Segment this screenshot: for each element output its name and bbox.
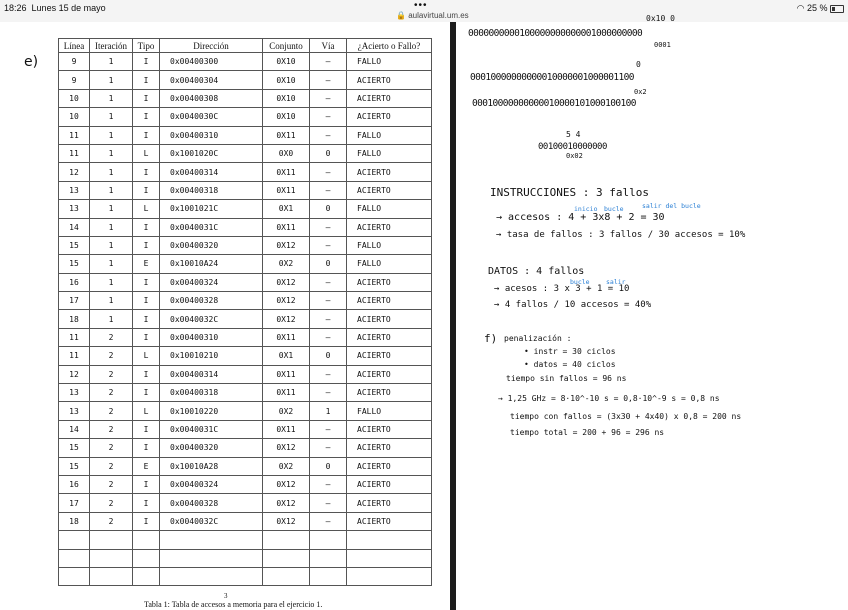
table-cell: FALLO: [347, 200, 432, 218]
table-cell: 1: [90, 89, 133, 107]
table-cell: 11: [59, 126, 90, 144]
table-caption: Tabla 1: Tabla de accesos a memoria para el ejercicio 1.: [144, 600, 323, 609]
table-cell: [310, 567, 347, 585]
table-cell: [160, 531, 263, 549]
table-row: [59, 549, 432, 567]
table-cell: [263, 567, 310, 585]
table-cell: 0X1: [263, 200, 310, 218]
table-row: [59, 292, 432, 310]
table-row: [59, 273, 432, 291]
table-cell: [160, 549, 263, 567]
table-cell: 0: [310, 347, 347, 365]
table-cell: 1: [90, 218, 133, 236]
table-cell: —: [310, 475, 347, 493]
table-cell: 0X12: [263, 310, 310, 328]
table-cell: —: [310, 236, 347, 254]
table-cell: 0X11: [263, 328, 310, 346]
table-cell: 11: [59, 144, 90, 162]
table-row: [59, 71, 432, 89]
battery-text: 25 %: [806, 3, 828, 13]
table-cell: 0x00400314: [160, 365, 263, 383]
annot-inicio: inicio: [574, 205, 598, 213]
table-cell: I: [133, 420, 160, 438]
table-cell: 1: [90, 71, 133, 89]
column-header: ¿Acierto o Fallo?: [347, 39, 432, 53]
table-cell: 0X11: [263, 365, 310, 383]
table-cell: 0X2: [263, 402, 310, 420]
table-row: [59, 328, 432, 346]
bin2-top: 0: [636, 60, 641, 69]
table-cell: ACIERTO: [347, 108, 432, 126]
table-cell: —: [310, 384, 347, 402]
table-row: [59, 218, 432, 236]
table-cell: 15: [59, 255, 90, 273]
table-cell: FALLO: [347, 236, 432, 254]
table-cell: 2: [90, 439, 133, 457]
table-cell: 1: [90, 126, 133, 144]
annot-bucle2: bucle: [570, 278, 590, 286]
table-cell: 0x00400318: [160, 384, 263, 402]
table-cell: 1: [310, 402, 347, 420]
table-cell: FALLO: [347, 255, 432, 273]
status-bar: [0, 0, 848, 22]
table-cell: 0x0040032C: [160, 512, 263, 530]
table-cell: I: [133, 384, 160, 402]
table-cell: 15: [59, 439, 90, 457]
table-cell: FALLO: [347, 126, 432, 144]
table-cell: —: [310, 163, 347, 181]
tasa-formula: → tasa de fallos : 3 fallos / 30 accesos = 10%: [496, 230, 746, 240]
table-cell: [90, 549, 133, 567]
bin2: 00010000000000010000001000001100: [470, 72, 634, 83]
datos-accesos: → acesos : 3 x 3 + 1 = 10: [494, 284, 630, 294]
table-cell: 12: [59, 365, 90, 383]
more-dots-icon[interactable]: •••: [414, 0, 428, 11]
pdf-page: [0, 22, 456, 610]
datos-title: DATOS : 4 fallos: [488, 266, 585, 277]
f-instr: • instr = 30 ciclos: [524, 347, 616, 356]
bin1-bottom: 0001: [654, 41, 671, 49]
table-cell: ACIERTO: [347, 420, 432, 438]
table-cell: 10: [59, 108, 90, 126]
table-cell: I: [133, 328, 160, 346]
table-cell: I: [133, 89, 160, 107]
table-cell: 2: [90, 420, 133, 438]
date: Lunes 15 de mayo: [31, 3, 106, 13]
table-cell: ACIERTO: [347, 439, 432, 457]
table-cell: 18: [59, 310, 90, 328]
table-cell: —: [310, 53, 347, 71]
table-cell: 1: [90, 273, 133, 291]
table-row: [59, 512, 432, 530]
table-row: [59, 420, 432, 438]
table-cell: 1: [90, 108, 133, 126]
table-row: [59, 144, 432, 162]
table-cell: 11: [59, 347, 90, 365]
wifi-icon: ◠: [796, 3, 805, 13]
table-cell: 0x00400318: [160, 181, 263, 199]
table-cell: —: [310, 181, 347, 199]
table-cell: 0X12: [263, 475, 310, 493]
table-cell: FALLO: [347, 402, 432, 420]
bin4-bottom: 0x02: [566, 152, 583, 160]
table-cell: FALLO: [347, 144, 432, 162]
table-cell: 0X12: [263, 273, 310, 291]
table-cell: 13: [59, 384, 90, 402]
handwritten-notes: [456, 14, 848, 610]
table-cell: [133, 549, 160, 567]
table-cell: 0X2: [263, 457, 310, 475]
table-row: [59, 236, 432, 254]
table-cell: I: [133, 365, 160, 383]
annot-salir2: salir: [606, 278, 626, 286]
column-header: Tipo: [133, 39, 160, 53]
table-row: [59, 163, 432, 181]
table-cell: 2: [90, 402, 133, 420]
f-label: f): [484, 332, 498, 345]
table-row: [59, 384, 432, 402]
table-cell: 0x00400328: [160, 292, 263, 310]
table-cell: 0x00400324: [160, 273, 263, 291]
table-cell: 1: [90, 292, 133, 310]
table-row: [59, 531, 432, 549]
page-number: 3: [224, 592, 228, 600]
bin2-label: 0x2: [634, 88, 647, 96]
table-cell: —: [310, 292, 347, 310]
table-cell: 11: [59, 328, 90, 346]
table-cell: ACIERTO: [347, 328, 432, 346]
table-cell: [310, 549, 347, 567]
table-row: [59, 457, 432, 475]
table-cell: 17: [59, 494, 90, 512]
table-cell: ACIERTO: [347, 89, 432, 107]
table-cell: [263, 549, 310, 567]
table-cell: 1: [90, 53, 133, 71]
table-cell: [310, 531, 347, 549]
table-cell: I: [133, 71, 160, 89]
table-cell: 0X10: [263, 89, 310, 107]
table-cell: 0X12: [263, 236, 310, 254]
table-cell: —: [310, 512, 347, 530]
table-cell: [263, 531, 310, 549]
table-cell: I: [133, 218, 160, 236]
table-cell: [347, 567, 432, 585]
table-cell: [133, 531, 160, 549]
bin1: 0000000000100000000000001000000000: [468, 28, 643, 39]
column-header: Conjunto: [263, 39, 310, 53]
table-cell: ACIERTO: [347, 365, 432, 383]
table-cell: ACIERTO: [347, 457, 432, 475]
table-cell: —: [310, 108, 347, 126]
bin4-top: 5 4: [566, 130, 581, 139]
table-cell: 15: [59, 236, 90, 254]
f-penalizacion: penalización :: [504, 334, 572, 343]
table-cell: E: [133, 457, 160, 475]
access-table: [58, 38, 432, 586]
table-cell: 0: [310, 457, 347, 475]
table-cell: 17: [59, 292, 90, 310]
table-cell: —: [310, 126, 347, 144]
table-cell: ACIERTO: [347, 494, 432, 512]
table-cell: 10: [59, 89, 90, 107]
table-row: [59, 494, 432, 512]
table-cell: 0X2: [263, 255, 310, 273]
table-cell: —: [310, 328, 347, 346]
table-cell: —: [310, 494, 347, 512]
table-body: [59, 53, 432, 586]
table-cell: —: [310, 89, 347, 107]
f-con-fallos: tiempo con fallos = (3x30 + 4x40) x 0,8 = 200 ns: [510, 412, 742, 421]
table-cell: ACIERTO: [347, 218, 432, 236]
column-header: Iteración: [90, 39, 133, 53]
table-cell: L: [133, 402, 160, 420]
table-cell: ACIERTO: [347, 273, 432, 291]
table-cell: 0x0040031C: [160, 218, 263, 236]
column-header: Línea: [59, 39, 90, 53]
status-time: [4, 3, 106, 13]
table-cell: [347, 549, 432, 567]
table-cell: 0X11: [263, 163, 310, 181]
table-cell: 14: [59, 218, 90, 236]
table-cell: I: [133, 163, 160, 181]
table-cell: 16: [59, 475, 90, 493]
table-row: [59, 108, 432, 126]
table-row: [59, 200, 432, 218]
table-cell: —: [310, 439, 347, 457]
table-row: [59, 475, 432, 493]
table-cell: I: [133, 53, 160, 71]
table-cell: 0x00400328: [160, 494, 263, 512]
annot-salir: salir del bucle: [642, 202, 701, 210]
table-cell: 0x1001020C: [160, 144, 263, 162]
table-cell: —: [310, 310, 347, 328]
table-cell: 0x00400310: [160, 126, 263, 144]
table-cell: I: [133, 475, 160, 493]
table-cell: [347, 531, 432, 549]
table-cell: 0X11: [263, 126, 310, 144]
table-cell: 0X12: [263, 512, 310, 530]
clock: 18:26: [4, 3, 27, 13]
table-cell: 0X0: [263, 144, 310, 162]
table-cell: —: [310, 218, 347, 236]
url-text: aulavirtual.um.es: [408, 11, 469, 20]
table-cell: 0x00400320: [160, 236, 263, 254]
table-cell: 2: [90, 384, 133, 402]
table-cell: 13: [59, 402, 90, 420]
table-cell: [90, 531, 133, 549]
table-cell: 0X10: [263, 53, 310, 71]
table-cell: ACIERTO: [347, 347, 432, 365]
table-cell: 0x0040032C: [160, 310, 263, 328]
table-cell: 0x00400314: [160, 163, 263, 181]
table-cell: 0X11: [263, 218, 310, 236]
table-row: [59, 53, 432, 71]
table-cell: 0x00400304: [160, 71, 263, 89]
table-cell: I: [133, 494, 160, 512]
section-label: e): [24, 54, 39, 70]
table-cell: —: [310, 420, 347, 438]
table-cell: [59, 567, 90, 585]
table-row: [59, 126, 432, 144]
table-cell: 1: [90, 144, 133, 162]
table-cell: 13: [59, 181, 90, 199]
table-cell: 0X12: [263, 439, 310, 457]
bin1-top: 0x10 0: [646, 14, 675, 23]
table-cell: —: [310, 71, 347, 89]
table-cell: I: [133, 126, 160, 144]
table-cell: ACIERTO: [347, 181, 432, 199]
table-cell: 0X11: [263, 181, 310, 199]
f-datos: • datos = 40 ciclos: [524, 360, 616, 369]
table-row: [59, 365, 432, 383]
f-total: tiempo total = 200 + 96 = 296 ns: [510, 428, 665, 437]
table-cell: 0x10010A28: [160, 457, 263, 475]
table-cell: ACIERTO: [347, 71, 432, 89]
table-cell: 16: [59, 273, 90, 291]
table-cell: I: [133, 292, 160, 310]
table-cell: 0X11: [263, 384, 310, 402]
table-cell: 0x1001021C: [160, 200, 263, 218]
table-cell: 1: [90, 255, 133, 273]
table-cell: ACIERTO: [347, 475, 432, 493]
bin4: 00100010000000: [538, 142, 607, 152]
datos-tasa: → 4 fallos / 10 accesos = 40%: [494, 300, 652, 310]
url-bar[interactable]: 🔒 aulavirtual.um.es: [396, 11, 469, 20]
table-row: [59, 439, 432, 457]
table-cell: 2: [90, 328, 133, 346]
table-cell: I: [133, 273, 160, 291]
table-cell: 2: [90, 475, 133, 493]
column-header: Dirección: [160, 39, 263, 53]
table-cell: ACIERTO: [347, 512, 432, 530]
table-cell: 0: [310, 200, 347, 218]
table-cell: [160, 567, 263, 585]
table-cell: FALLO: [347, 53, 432, 71]
table-cell: 1: [90, 236, 133, 254]
table-row: [59, 347, 432, 365]
table-cell: 15: [59, 457, 90, 475]
table-row: [59, 181, 432, 199]
table-cell: 0x0040031C: [160, 420, 263, 438]
table-cell: I: [133, 310, 160, 328]
table-cell: ACIERTO: [347, 163, 432, 181]
table-cell: 2: [90, 494, 133, 512]
table-cell: L: [133, 347, 160, 365]
table-cell: ACIERTO: [347, 292, 432, 310]
table-cell: 1: [90, 200, 133, 218]
table-cell: 0x0040030C: [160, 108, 263, 126]
table-cell: I: [133, 181, 160, 199]
table-cell: 0x00400324: [160, 475, 263, 493]
table-cell: I: [133, 439, 160, 457]
table-cell: 9: [59, 71, 90, 89]
table-cell: [59, 531, 90, 549]
table-cell: 18: [59, 512, 90, 530]
table-cell: [90, 567, 133, 585]
table-cell: 1: [90, 163, 133, 181]
table-cell: 1: [90, 310, 133, 328]
table-row: [59, 310, 432, 328]
table-cell: 0x10010A24: [160, 255, 263, 273]
table-cell: I: [133, 108, 160, 126]
bin3: 00010000000000010000101000100100: [472, 98, 636, 109]
table-cell: 0x00400310: [160, 328, 263, 346]
table-cell: 12: [59, 163, 90, 181]
accesos-formula: → accesos : 4 + 3x8 + 2 = 30: [496, 212, 665, 223]
table-cell: 0X10: [263, 108, 310, 126]
table-cell: 2: [90, 347, 133, 365]
table-cell: —: [310, 365, 347, 383]
table-cell: [133, 567, 160, 585]
table-cell: 14: [59, 420, 90, 438]
table-row: [59, 567, 432, 585]
table-cell: [59, 549, 90, 567]
table-cell: 13: [59, 200, 90, 218]
column-header: Vía: [310, 39, 347, 53]
table-cell: 0x10010210: [160, 347, 263, 365]
f-frecuencia: → 1,25 GHz = 8·10^-10 s = 0,8·10^-9 s = 0,8 ns: [498, 394, 720, 403]
table-cell: 0X10: [263, 71, 310, 89]
table-cell: 0x00400308: [160, 89, 263, 107]
table-cell: 0X12: [263, 292, 310, 310]
table-cell: 0: [310, 255, 347, 273]
table-cell: 0x00400320: [160, 439, 263, 457]
table-cell: 0x00400300: [160, 53, 263, 71]
table-cell: 2: [90, 512, 133, 530]
table-cell: L: [133, 200, 160, 218]
table-cell: E: [133, 255, 160, 273]
table-cell: 0X11: [263, 420, 310, 438]
annot-bucle: bucle: [604, 205, 624, 213]
table-cell: ACIERTO: [347, 310, 432, 328]
table-cell: 0: [310, 144, 347, 162]
table-row: [59, 89, 432, 107]
table-cell: 2: [90, 365, 133, 383]
table-row: [59, 402, 432, 420]
table-cell: I: [133, 236, 160, 254]
table-row: [59, 255, 432, 273]
table-cell: L: [133, 144, 160, 162]
status-right: [797, 3, 844, 14]
table-cell: 9: [59, 53, 90, 71]
instr-title: INSTRUCCIONES : 3 fallos: [490, 186, 649, 199]
table-cell: —: [310, 273, 347, 291]
table-cell: 1: [90, 181, 133, 199]
table-cell: 0X12: [263, 494, 310, 512]
table-cell: 2: [90, 457, 133, 475]
f-sin-fallos: tiempo sin fallos = 96 ns: [506, 374, 627, 383]
table-cell: I: [133, 512, 160, 530]
table-cell: 0X1: [263, 347, 310, 365]
table-cell: 0x10010220: [160, 402, 263, 420]
battery-icon: [830, 5, 844, 13]
table-header-row: [59, 39, 432, 53]
table-cell: ACIERTO: [347, 384, 432, 402]
